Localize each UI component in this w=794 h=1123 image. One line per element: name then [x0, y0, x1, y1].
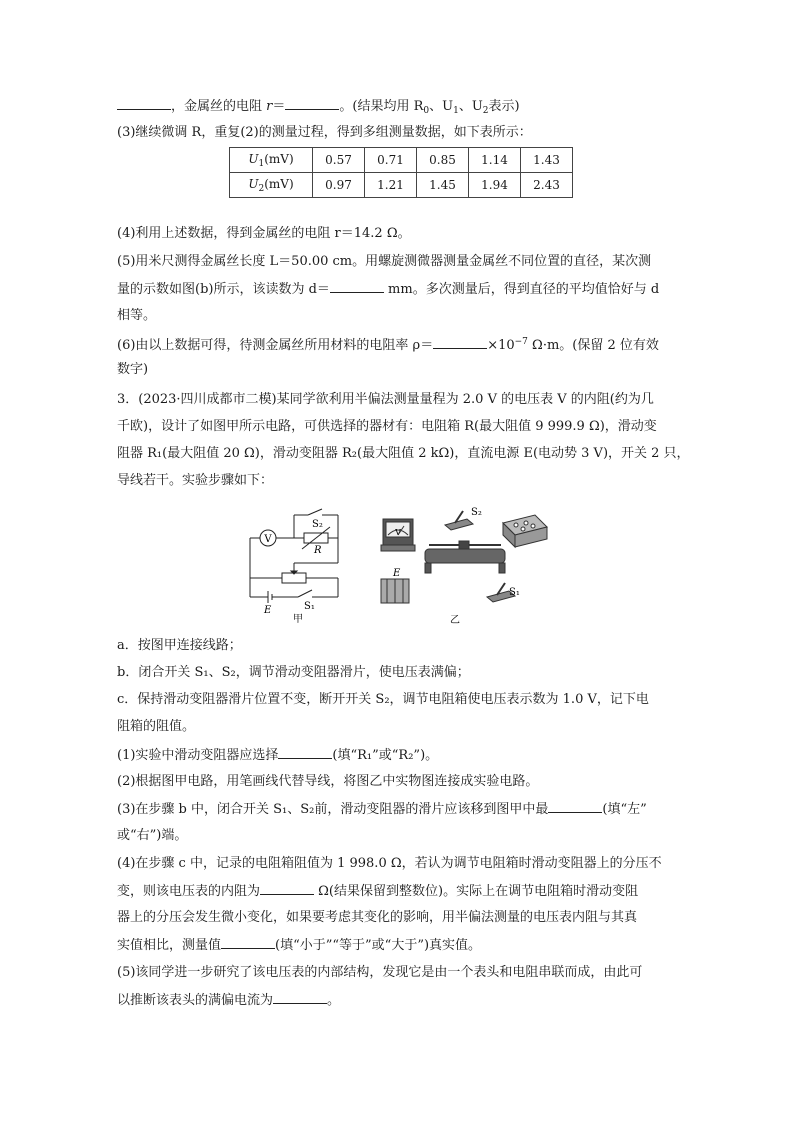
sub-question-5-line-1: (5)该同学进一步研究了该电压表的内部结构，发现它是由一个表头和电阻串联而成，由此可: [117, 965, 643, 980]
answer-blank[interactable]: [433, 333, 487, 349]
table-cell: 1.45: [417, 173, 469, 198]
e-label: E: [393, 568, 401, 579]
sub-question-5-line-2: 以推断该表头的满偏电流为 。: [117, 988, 683, 1012]
s1-label: S₁: [304, 601, 315, 612]
problem-3-line-2: 千欧)，设计了如图甲所示电路，可供选择的器材有：电阻箱 R(最大阻值 9 999.9 Ω)，滑动变: [117, 419, 657, 434]
apparatus-figure-yi: [375, 505, 565, 625]
s2-label: S₂: [312, 519, 323, 530]
step-b: b．闭合开关 S₁、S₂，调节滑动变阻器滑片，使电压表满偏；: [117, 665, 470, 680]
sub-question-2: (2)根据图甲电路，用笔画线代替导线，将图乙中实物图连接成实验电路。: [117, 774, 539, 789]
question-3-text: (3)继续微调 R，重复(2)的测量过程，得到多组测量数据，如下表所示：: [117, 125, 532, 140]
problem-3-line-1: 3．(2023·四川成都市二模)某同学欲利用半偏法测量量程为 2.0 V 的电压表 V 的内阻(约为几: [117, 392, 654, 407]
r-label: R: [314, 545, 322, 556]
answer-blank[interactable]: [278, 743, 332, 759]
row-header: $U_2(mV)$: [230, 173, 313, 198]
step-a: a．按图甲连接线路；: [117, 638, 242, 653]
measurement-table: [229, 147, 573, 198]
circuit-diagram-jia: [242, 505, 352, 625]
question-5-line-1: (5)用米尺测得金属丝长度 L＝50.00 cm。用螺旋测微器测量金属丝不同位置的直径，某次测: [117, 254, 652, 269]
sub-question-3-line-2: 或“右”)端。: [117, 828, 188, 843]
answer-blank[interactable]: [330, 277, 384, 293]
voltmeter-label: V: [264, 534, 272, 545]
question-6-line-1: (6)由以上数据可得，待测金属丝所用材料的电阻率 $\rho= \times 10^{-7}$ Ω·m。(保留 2 位有效: [117, 331, 683, 357]
switch-s2-blade: [308, 509, 322, 515]
meter-label: V: [395, 528, 401, 537]
question-6-line-2: 数字): [117, 362, 149, 377]
resistance-box-device-icon: [503, 515, 547, 547]
table-cell: 0.57: [313, 148, 365, 173]
table-cell: 1.14: [469, 148, 521, 173]
answer-blank[interactable]: [273, 988, 327, 1004]
switch-s2-device-icon: [445, 511, 473, 530]
sub-question-4-line-2: 变，则该电压表的内阻为 Ω(结果保留到整数位)。实际上在调节电阻箱时滑动变阻: [117, 879, 683, 903]
question-5-line-3: 相等。: [117, 308, 157, 323]
e-label: E: [264, 605, 272, 616]
table-cell: 1.43: [521, 148, 573, 173]
step-c-line-1: c．保持滑动变阻器滑片位置不变，断开开关 S₂，调节电阻箱使电压表示数为 1.0 V，记下电: [117, 692, 649, 707]
question-5-line-2: 量的示数如图(b)所示，该读数为 d＝ mm。多次测量后，得到直径的平均值恰好与 d: [117, 277, 683, 301]
table-row: [230, 148, 573, 173]
problem-3-line-3: 阻器 R₁(最大阻值 20 Ω)，滑动变阻器 R₂(最大阻值 2 kΩ)，直流电源 E(电动势 3 V)，开关 2 只，: [117, 446, 690, 461]
sub-question-4-line-3: 器上的分压会发生微小变化，如果要考虑其变化的影响，用半偏法测量的电压表内阻与其真: [117, 910, 638, 925]
figure-caption: 甲: [293, 614, 303, 625]
table-cell: 1.21: [365, 173, 417, 198]
answer-line-resistance: ，金属丝的电阻 r＝ 。(结果均用 $R_0$、$U_1$、$U_2$表示): [117, 94, 683, 123]
answer-blank[interactable]: [285, 94, 339, 110]
problem-3-line-4: 导线若干。实验步骤如下：: [117, 473, 274, 488]
sub-question-4-line-1: (4)在步骤 c 中，记录的电阻箱阻值为 1 998.0 Ω，若认为调节电阻箱时滑动变阻器上的分压不: [117, 856, 662, 871]
battery-device-icon: [381, 579, 409, 603]
switch-s1-blade: [298, 590, 312, 597]
table-cell: 2.43: [521, 173, 573, 198]
sub-question-4-line-4: 实值相比，测量值 (填“小于”“等于”或“大于”)真实值。: [117, 933, 683, 957]
table-cell: 0.71: [365, 148, 417, 173]
answer-blank[interactable]: [221, 933, 275, 949]
table-cell: 1.94: [469, 173, 521, 198]
question-4-text: (4)利用上述数据，得到金属丝的电阻 r＝14.2 Ω。: [117, 226, 411, 241]
answer-blank[interactable]: [260, 879, 314, 895]
s1-label: S₁: [509, 587, 520, 598]
sub-question-1: (1)实验中滑动变阻器应选择 (填“R₁”或“R₂”)。: [117, 743, 683, 767]
answer-blank[interactable]: [117, 94, 171, 110]
rheostat-device-icon: [425, 541, 505, 573]
table-row: [230, 173, 573, 198]
row-header: $U_1(mV)$: [230, 148, 313, 173]
step-c-line-2: 阻箱的阻值。: [117, 719, 196, 734]
figure-caption: 乙: [450, 615, 460, 625]
table-cell: 0.97: [313, 173, 365, 198]
sub-question-3-line-1: (3)在步骤 b 中，闭合开关 S₁、S₂前，滑动变阻器的滑片应该移到图甲中最 (填“左”: [117, 797, 683, 821]
s2-label: S₂: [471, 507, 482, 518]
answer-blank[interactable]: [548, 797, 602, 813]
table-cell: 0.85: [417, 148, 469, 173]
